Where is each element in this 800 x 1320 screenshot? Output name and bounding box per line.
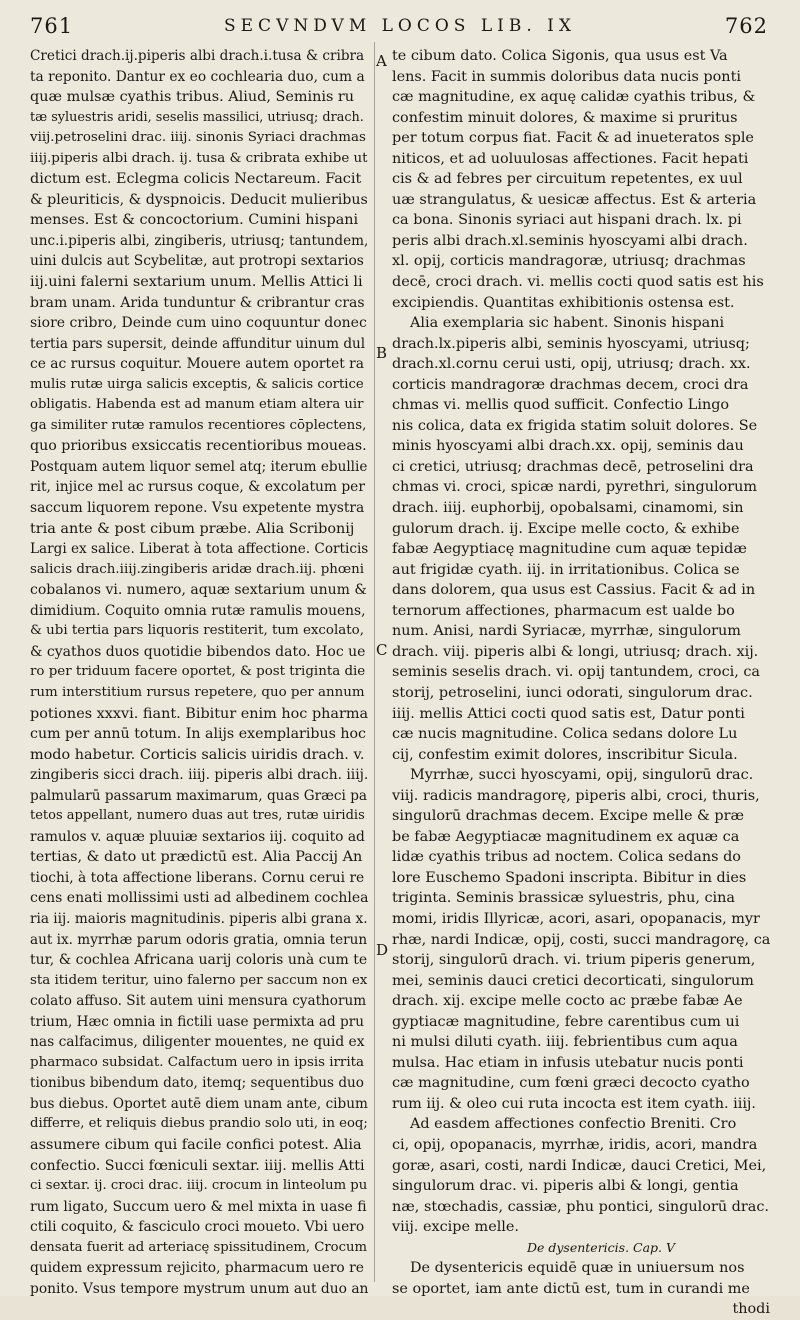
text-line: drach. viij. piperis albi & longi, utriusq; drach. xij. [392, 643, 759, 660]
text-line: Postquam autem liquor semel atq; iterum ebullie [30, 458, 368, 475]
text-line: ternorum affectiones, pharmacum est ualde bo [392, 602, 735, 619]
text-line: tiochi, à tota affectione liberans. Cornu cerui re [30, 869, 365, 886]
text-line: iiij. mellis Attici cocti quod satis est, Datur ponti [392, 705, 745, 722]
text-line: & cyathos duos quotidie bibendos dato. Hoc ue [30, 643, 366, 660]
text-line: drach.lx.piperis albi, seminis hyoscyami, utriusq; [392, 335, 750, 352]
text-line: nis colica, data ex frigida statim soluit dolores. Se [392, 417, 758, 434]
text-line: assumere cibum qui facile confici potest. Alia [30, 1136, 362, 1153]
text-line: rum interstitium rursus repetere, quo per annum [30, 684, 365, 700]
text-line: tria ante & post cibum præbe. Alia Scribonij [30, 520, 355, 537]
text-line: ro per triduum facere oportet, & post triginta die [30, 664, 366, 680]
text-line: aut ix. myrrhæ parum odoris gratia, omnia terun [30, 931, 368, 948]
text-line: cis & ad febres per circuitum repetentes, ex uul [392, 171, 743, 188]
text-line: tionibus bibendum dato, itemq; sequentibus duo [30, 1075, 364, 1092]
text-line: be fabæ Aegyptiacæ magnitudinem ex aquæ ca [392, 828, 740, 845]
text-line: quæ mulsæ cyathis tribus. Aliud, Seminis ru [30, 89, 355, 106]
page-header [0, 0, 800, 44]
text-line: ramulos v. aquæ pluuiæ sextarios iij. coquito ad [30, 828, 365, 845]
text-line: singulorū drachmas decem. Excipe melle & præ [392, 808, 745, 825]
text-line: dimidium. Coquito omnia rutæ ramulis mouens, [30, 602, 366, 619]
text-line: decē, croci drach. vi. mellis cocti quod satis est his [392, 274, 764, 291]
text-line: modo habetur. Corticis salicis uiridis drach. v. [30, 746, 365, 763]
text-line: viij.petroselini drac. iiij. sinonis Syriaci drachmas [30, 130, 366, 146]
column-divider [374, 42, 375, 1282]
text-line: momi, iridis Illyricæ, acori, asari, opopanacis, myr [392, 910, 760, 927]
text-line: corticis mandragoræ drachmas decem, croci dra [392, 376, 749, 393]
text-line: minis hyoscyami albi drach.xx. opij, seminis dau [392, 438, 744, 455]
text-line: tæ syluestris aridi, seselis massilici, utriusq; drach. [30, 109, 364, 125]
running-head: SECVNDVM LOCOS LIB. IX [224, 16, 576, 36]
text-line: obligatis. Habenda est ad manum etiam altera uir [30, 397, 364, 413]
text-line: palmularū passarum maximarum, quas Græci pa [30, 787, 368, 804]
text-line: bus diebus. Oportet autē diem unam ante, cibum [30, 1095, 368, 1112]
text-line: menses. Est & concoctorium. Cumini hispani [30, 212, 359, 229]
text-line: De dysentericis equidē quæ in uniuersum nos [410, 1260, 745, 1277]
text-line: zingiberis sicci drach. iiij. piperis albi drach. iiij. [30, 767, 369, 784]
text-line: singulorum drac. vi. piperis albi & longi, gentia [392, 1178, 739, 1195]
text-line: ca bona. Sinonis syriaci aut hispani drach. lx. pi [392, 212, 742, 229]
catchword: thodi [732, 1301, 770, 1318]
text-line: quo prioribus exsiccatis recentioribus moueas. [30, 438, 367, 455]
text-line: ga similiter rutæ ramulos recentiores cōplectens, [30, 417, 367, 433]
text-line: & pleuriticis, & dyspnoicis. Deducit mulieribus [30, 191, 368, 208]
text-line: cobalanos vi. numero, aquæ sextarium unum & [30, 582, 367, 599]
text-line: xl. opij, corticis mandragoræ, utriusq; drachmas [392, 253, 746, 270]
text-line: mei, seminis dauci cretici decorticati, singulorum [392, 972, 754, 989]
text-line: potiones xxxvi. fiant. Bibitur enim hoc pharma [30, 705, 369, 722]
text-line: iij.uini falerni sextarium unum. Mellis Attici li [30, 274, 363, 291]
text-line: lidæ cyathis tribus ad noctem. Colica sedans do [392, 849, 741, 866]
text-line: salicis drach.iiij.zingiberis aridæ drach.iij. phœni [30, 561, 365, 577]
text-line: saccum liquorem repone. Vsu expetente mystra [30, 500, 365, 517]
margin-marker-b: B [376, 344, 388, 362]
text-line: Largi ex salice. Liberat à tota affectione. Corticis [30, 541, 369, 558]
text-line: mulis rutæ uirga salicis exceptis, & salicis cortice [30, 376, 364, 392]
text-line: ponito. Vsus tempore mystrum unum aut duo an [30, 1280, 369, 1297]
text-line: tertia pars supersit, deinde affunditur uinum dul [30, 335, 366, 352]
text-line: excipiendis. Quantitas exhibitionis ostensa est. [392, 294, 735, 311]
text-line: ta reponito. Dantur ex eo cochlearia duo, cum a [30, 68, 365, 85]
text-line: tetos appellant, numero duas aut tres, rutæ uiridis [30, 808, 365, 824]
text-line: dictum est. Eclegma colicis Nectareum. Facit [30, 171, 362, 188]
text-line: cens enati mollissimi usti ad albedinem cochlea [30, 890, 369, 907]
text-line: Cretici drach.ij.piperis albi drach.i.tusa & cribra [30, 48, 365, 64]
text-line: nas calfacimus, diligenter mouentes, ne quid ex [30, 1034, 365, 1051]
text-line: quidem expressum rejicito, pharmacum uero re [30, 1260, 364, 1277]
text-line: chmas vi. mellis quod sufficit. Confectio Lingo [392, 397, 730, 414]
text-line: confectio. Succi fœniculi sextar. iiij. mellis Atti [30, 1157, 365, 1174]
text-line: tertias, & dato ut prædictū est. Alia Paccij An [30, 849, 363, 866]
text-line: iiij.piperis albi drach. ij. tusa & cribrata exhibe ut [30, 150, 368, 166]
text-line: storij, petroselini, iunci odorati, singulorum drac. [392, 684, 753, 701]
text-line: cæ nucis magnitudine. Colica sedans dolore Lu [392, 726, 738, 743]
text-line: aut frigidæ cyath. iij. in irritationibus. Colica se [392, 561, 740, 578]
page-number-left: 761 [30, 14, 74, 38]
text-line: cum per annū totum. In alijs exemplaribus hoc [30, 726, 367, 743]
text-line: drach. xij. excipe melle cocto ac præbe fabæ Ae [392, 993, 743, 1010]
text-line: cæ magnitudine, cum fœni græci decocto cyatho [392, 1075, 750, 1092]
text-line: rum ligato, Succum uero & mel mixta in uase fi [30, 1198, 367, 1215]
text-line: uæ strangulatus, & uesicæ affectus. Est & arteria [392, 191, 757, 208]
text-line: cæ magnitudine, ex aquę calidæ cyathis tribus, & [392, 89, 756, 106]
text-line: unc.i.piperis albi, zingiberis, utriusq; tantundem, [30, 232, 369, 249]
margin-marker-a: A [376, 52, 387, 70]
text-line: goræ, asari, costi, nardi Indicæ, dauci Cretici, Mei, [392, 1157, 767, 1174]
text-line: gyptiacæ magnitudine, febre carentibus cum ui [392, 1013, 740, 1030]
text-line: triginta. Seminis brassicæ syluestris, phu, cina [392, 890, 736, 907]
text-line: colato affuso. Sit autem uini mensura cyathorum [30, 993, 367, 1010]
text-line: Alia exemplaria sic habent. Sinonis hispani [410, 315, 725, 332]
text-line: drach.xl.cornu cerui usti, opij, utriusq; drach. xx. [392, 356, 751, 373]
page-number-right: 762 [724, 14, 768, 38]
margin-marker-d: D [376, 941, 389, 959]
text-line: per totum corpus fiat. Facit & ad inueteratos sple [392, 130, 754, 147]
text-line: lens. Facit in summis doloribus data nucis ponti [392, 68, 741, 85]
text-line: trium, Hæc omnia in fictili uase permixta ad pru [30, 1013, 365, 1030]
text-line: rhæ, nardi Indicæ, opij, costi, succi mandragorę, ca [392, 931, 771, 948]
text-line: viij. radicis mandragorę, piperis albi, croci, thuris, [392, 787, 760, 804]
text-line: rit, injice mel ac rursus coque, & excolatum per [30, 479, 365, 496]
text-line: næ, stœchadis, cassiæ, phu pontici, singulorū drac. [392, 1198, 769, 1215]
text-line: differre, et reliquis diebus prandio solo uti, in eoq; [30, 1116, 368, 1132]
text-line: ria iij. maioris magnitudinis. piperis albi grana x. [30, 910, 368, 927]
text-line: bram unam. Arida tunduntur & cribrantur cras [30, 294, 365, 311]
text-line: sta itidem teritur, uino falerno per saccum non ex [30, 972, 368, 988]
left-column [30, 46, 369, 1297]
text-line: gulorum drach. ij. Excipe melle cocto, & exhibe [392, 520, 740, 537]
text-line: drach. iiij. euphorbij, opobalsami, cinamomi, sin [392, 500, 744, 517]
text-line: niticos, et ad uoluulosas affectiones. Facit hepati [392, 150, 749, 167]
text-line: uini dulcis aut Scybelitæ, aut protropi sextarios [30, 253, 364, 270]
text-line: viij. excipe melle. [392, 1219, 520, 1236]
text-line: lore Euschemo Spadoni inscripta. Bibitur in dies [392, 869, 747, 886]
text-line: mulsa. Hac etiam in infusis utebatur nucis ponti [392, 1054, 744, 1071]
text-line: densata fuerit ad arteriacę spissitudinem, Crocum [30, 1239, 367, 1255]
text-line: pharmaco subsidat. Calfactum uero in ipsis irrita [30, 1054, 364, 1070]
text-line: ci sextar. ij. croci drac. iiij. crocum in linteolum pu [30, 1178, 368, 1194]
text-line: dans dolorem, qua usus est Cassius. Facit & ad in [392, 582, 756, 599]
text-line: rum iij. & oleo cui ruta incocta est item cyath. iiij. [392, 1095, 756, 1112]
text-line: ci cretici, utriusq; drachmas decē, petroselini dra [392, 458, 754, 475]
text-line: fabæ Aegyptiacę magnitudine cum aquæ tepidæ [392, 541, 747, 558]
text-line: Myrrhæ, succi hyoscyami, opij, singulorū drac. [410, 767, 754, 784]
text-line: se oportet, iam ante dictū est, tum in curandi me [392, 1280, 750, 1297]
text-line: seminis seselis drach. vi. opij tantundem, croci, ca [392, 664, 761, 681]
text-line: peris albi drach.xl.seminis hyoscyami albi drach. [392, 232, 748, 249]
text-line: tur, & cochlea Africana uarij coloris unà cum te [30, 952, 368, 969]
text-line: ctili coquito, & fasciculo croci moueto. Vbi uero [30, 1219, 365, 1236]
text-line: & ubi tertia pars liquoris restiterit, tum excolato, [30, 623, 364, 639]
section-heading: De dysentericis. Cap. V [526, 1239, 676, 1255]
right-column [392, 46, 771, 1318]
text-line: te cibum dato. Colica Sigonis, qua usus est Va [392, 48, 728, 64]
text-line: ce ac rursus coquitur. Mouere autem oportet ra [30, 356, 364, 373]
text-line: storij, singulorū drach. vi. trium piperis generum, [392, 952, 756, 969]
text-line: num. Anisi, nardi Syriacæ, myrrhæ, singulorum [392, 623, 741, 640]
text-line: confestim minuit dolores, & maxime si pruritus [392, 109, 738, 126]
text-line: ni mulsi diluti cyath. iiij. febrientibus cum aqua [392, 1034, 738, 1051]
margin-marker-c: C [376, 641, 388, 659]
text-line: siore cribro, Deinde cum uino coquuntur donec [30, 315, 367, 332]
text-line: Ad easdem affectiones confectio Breniti. Cro [410, 1116, 737, 1133]
text-line: chmas vi. croci, spicæ nardi, pyrethri, singulorum [392, 479, 758, 496]
text-line: cij, confestim eximit dolores, inscribitur Sicula. [392, 746, 738, 763]
text-line: ci, opij, opopanacis, myrrhæ, iridis, acori, mandra [392, 1136, 758, 1153]
